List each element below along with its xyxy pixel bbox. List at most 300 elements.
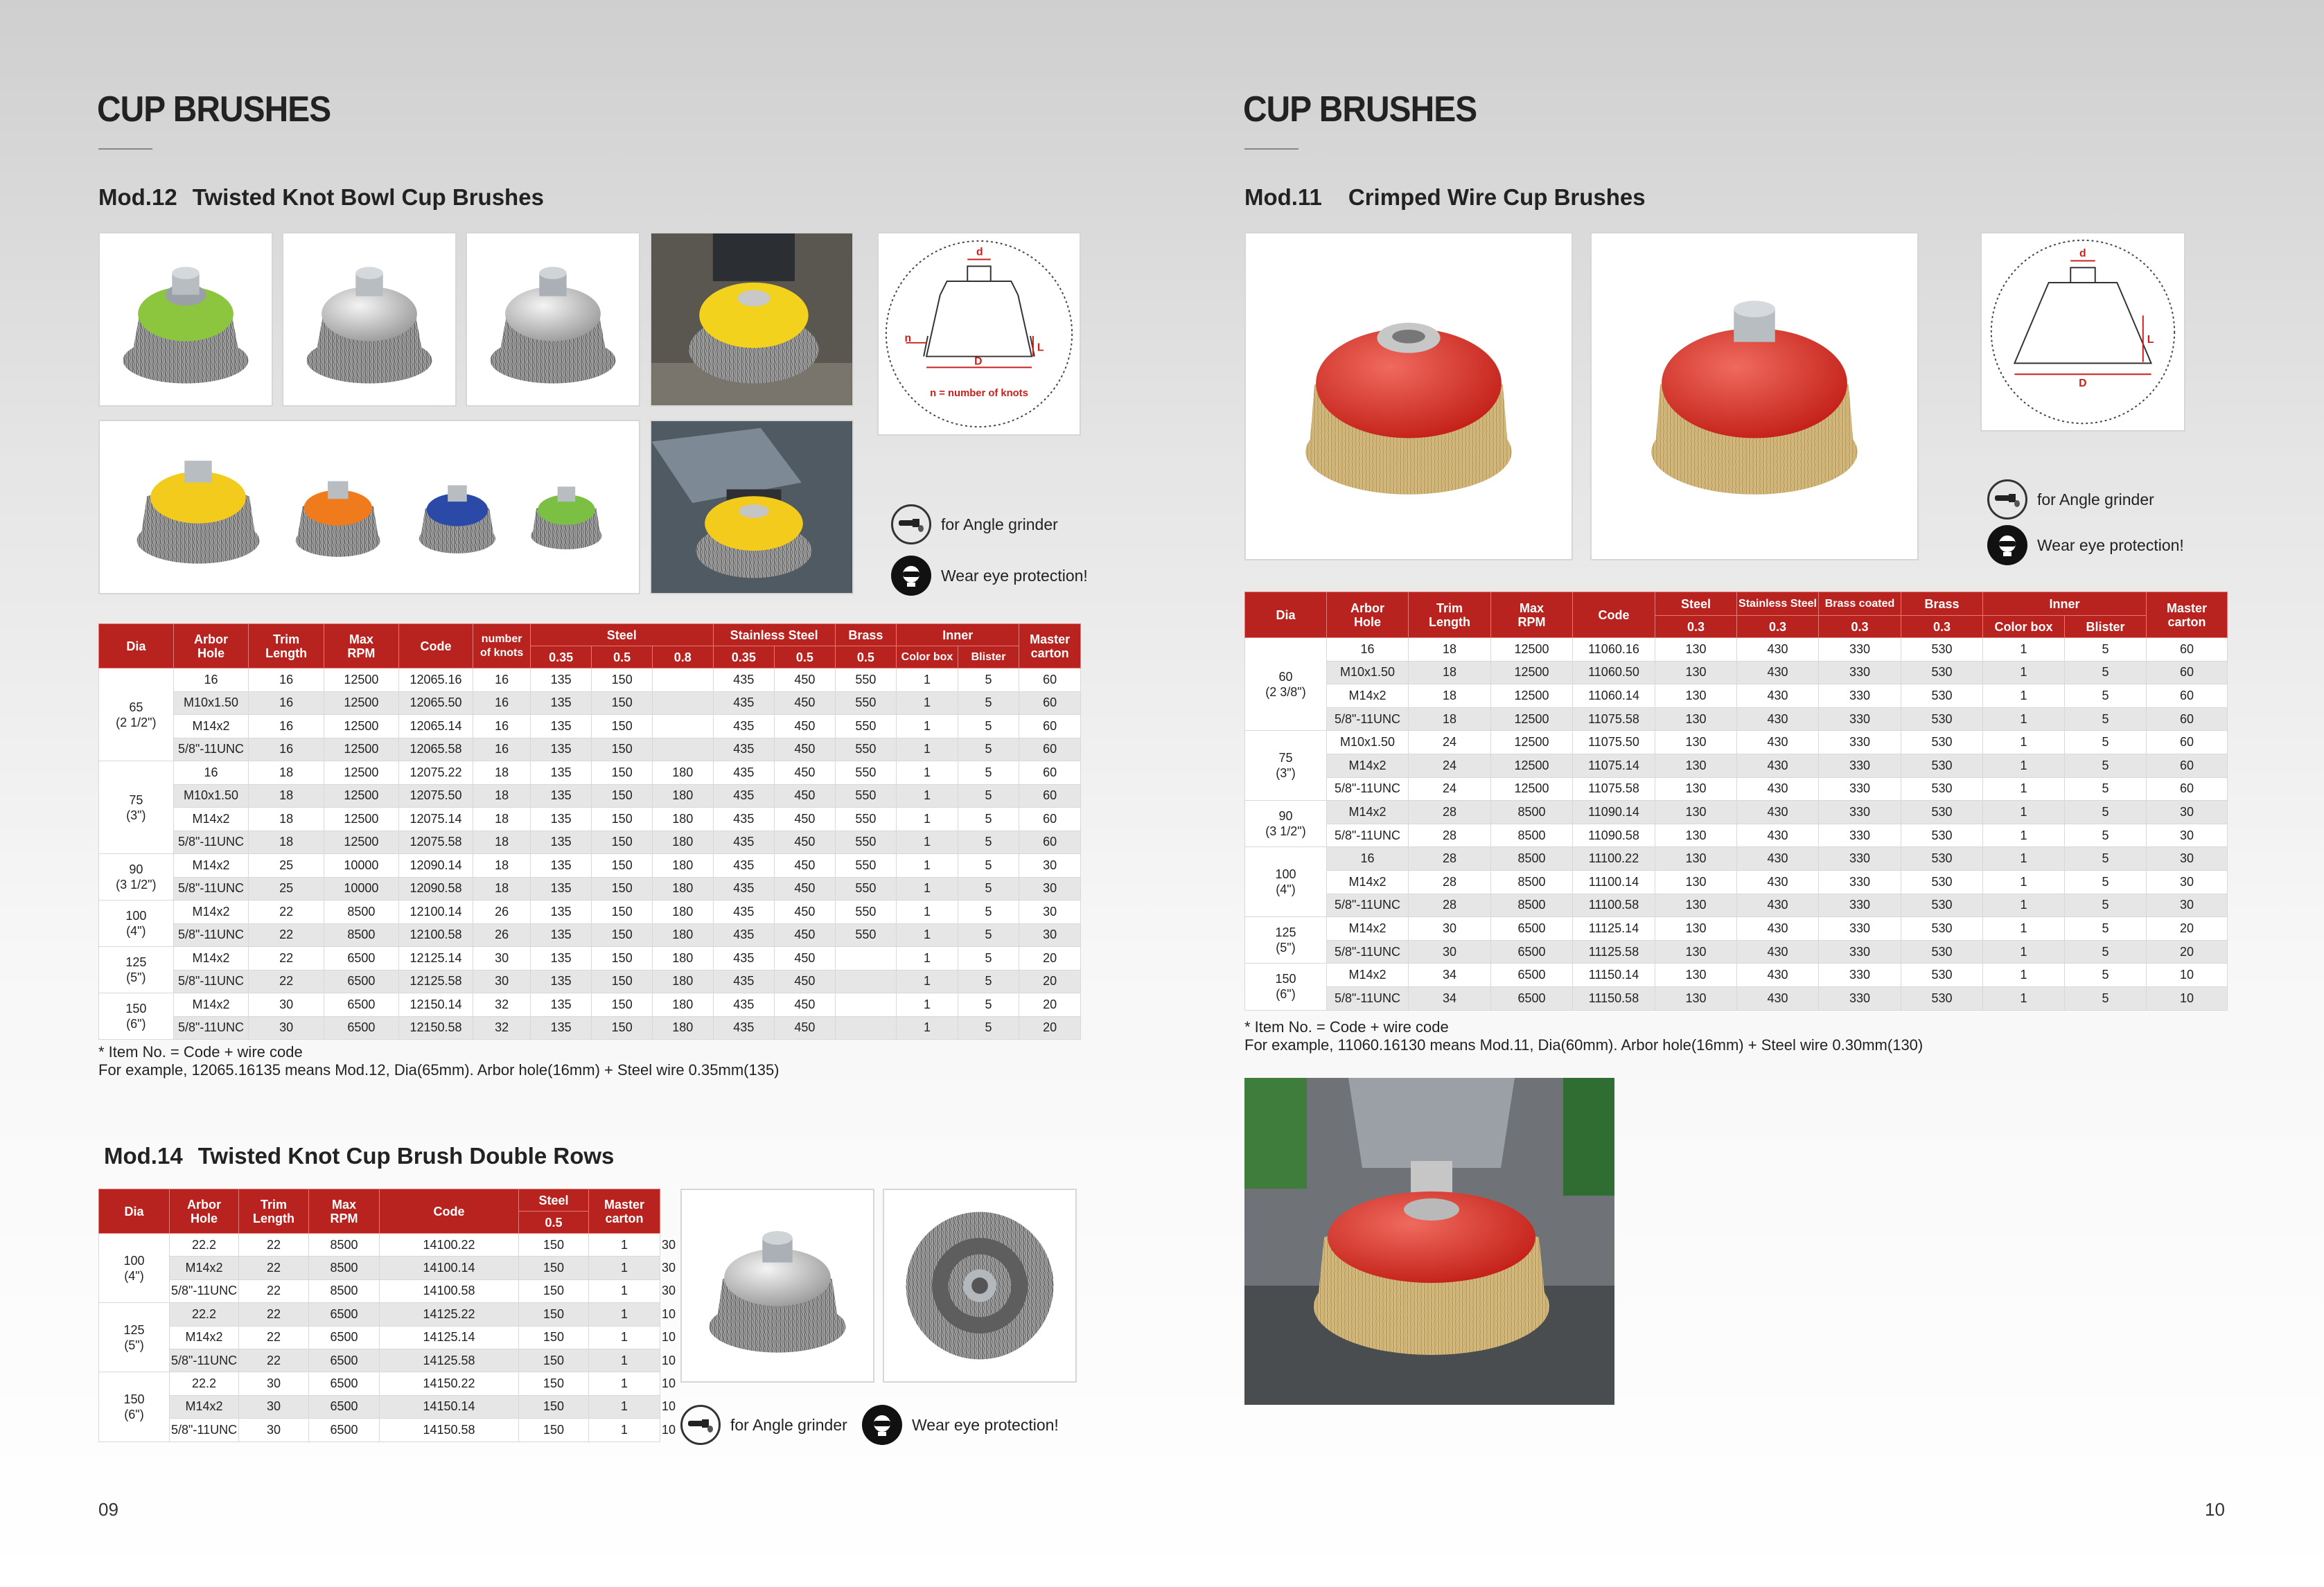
table-row: [1245, 847, 2228, 871]
sub-stainless-035: 0.35: [713, 646, 775, 668]
right-page-title: CUP BRUSHES: [1243, 89, 1477, 130]
mod14-eye-protection-note: [862, 1405, 1059, 1445]
table-row: M14x2 22 8500 14100.14 150 1 30: [99, 1257, 660, 1279]
table-row: [99, 947, 1081, 970]
table-cell: M10x1.50: [1327, 661, 1409, 684]
table-cell: 5/8"-11UNC: [1327, 940, 1409, 964]
table-cell: 26: [473, 923, 531, 947]
table-cell: M14x2: [173, 901, 249, 924]
table-cell: 22: [239, 1349, 309, 1372]
eye-protection-icon: [862, 1405, 902, 1445]
right-page-number: 10: [2205, 1499, 2225, 1520]
table-row: [1245, 777, 2228, 801]
table-cell: 5/8"-11UNC: [170, 1279, 239, 1302]
sub-steel-05: 0.5: [519, 1212, 589, 1234]
table-cell: 5: [958, 761, 1019, 785]
eye-protection-note: [891, 556, 1088, 596]
table-cell: 16: [173, 761, 249, 785]
col-code: Code: [1573, 592, 1655, 638]
table-cell: 5: [958, 854, 1019, 878]
table-cell: 1: [1983, 707, 2065, 731]
table-cell: 12075.58: [398, 831, 473, 854]
table-cell: 8500: [309, 1234, 380, 1257]
table-cell: 60: [1019, 808, 1081, 831]
table-cell: 330: [1819, 847, 1901, 871]
table-cell: 8500: [1491, 847, 1573, 871]
table-cell: [835, 947, 897, 970]
table-cell: M14x2: [1327, 964, 1409, 987]
table-cell: 330: [1819, 661, 1901, 684]
table-cell: 135: [530, 761, 592, 785]
table-cell: 5: [2065, 731, 2147, 754]
table-cell: 550: [835, 761, 897, 785]
table-cell: 16: [473, 738, 531, 761]
table-cell: 5/8"-11UNC: [1327, 824, 1409, 847]
table-cell: 5: [2065, 824, 2147, 847]
table-cell: 450: [775, 784, 836, 808]
table-cell: 430: [1737, 661, 1819, 684]
table-cell: 11060.16: [1573, 638, 1655, 662]
table-cell: 550: [835, 691, 897, 715]
sub-stainless-03: 0.3: [1737, 616, 1819, 638]
table-cell: 550: [835, 808, 897, 831]
table-cell: 16: [249, 691, 324, 715]
table-cell: 12500: [324, 715, 399, 738]
mod14-spec-table: [98, 1189, 676, 1442]
table-cell: 1: [589, 1349, 660, 1372]
table-cell: 1: [1983, 731, 2065, 754]
mod12-spec-table: [98, 623, 1081, 1040]
table-cell: 1: [1983, 940, 2065, 964]
table-cell: 30: [1409, 940, 1491, 964]
mod11-note-2: For example, 11060.16130 means Mod.11, Dia(60mm). Arbor hole(16mm) + Steel wire 0.30mm(130): [1244, 1036, 1924, 1054]
table-cell: 180: [652, 993, 713, 1017]
table-cell: 1: [1983, 777, 2065, 801]
eye-protection-icon: [1987, 525, 2027, 565]
table-cell: 450: [775, 993, 836, 1017]
table-cell: 22.2: [170, 1372, 239, 1395]
sub-steel-05: 0.5: [592, 646, 653, 668]
table-cell: 435: [713, 1016, 775, 1040]
table-cell: 135: [530, 947, 592, 970]
table-cell: 135: [530, 808, 592, 831]
table-cell: 12065.58: [398, 738, 473, 761]
table-cell: M14x2: [173, 947, 249, 970]
table-cell: 11100.58: [1573, 894, 1655, 917]
table-cell: 28: [1409, 824, 1491, 847]
eye-protection-label: Wear eye protection!: [912, 1415, 1059, 1434]
table-cell: 150: [592, 1016, 653, 1040]
table-cell: 5: [2065, 870, 2147, 894]
table-cell: 18: [1409, 661, 1491, 684]
table-cell: 60: [2147, 707, 2228, 731]
table-cell: 60: [2147, 638, 2228, 662]
table-cell: 530: [1901, 870, 1983, 894]
table-cell: 12500: [1491, 638, 1573, 662]
table-cell: 60: [1019, 784, 1081, 808]
table-cell: 430: [1737, 731, 1819, 754]
table-row: [1245, 731, 2228, 754]
table-cell: 6500: [309, 1419, 380, 1442]
table-cell: 8500: [1491, 824, 1573, 847]
table-cell: 30: [1019, 854, 1081, 878]
table-cell: 20: [1019, 970, 1081, 993]
table-cell: 14150.14: [380, 1395, 519, 1418]
table-cell: 28: [1409, 870, 1491, 894]
product-photo-grinder-in-use: [650, 420, 854, 594]
sub-stainless-05: 0.5: [775, 646, 836, 668]
sub-color-box: Color box: [1983, 616, 2065, 638]
table-cell: 12150.58: [398, 1016, 473, 1040]
mod12-note-1: * Item No. = Code + wire code: [98, 1043, 303, 1061]
table-cell: 11150.58: [1573, 986, 1655, 1010]
table-cell: 6500: [309, 1372, 380, 1395]
table-cell: 430: [1737, 917, 1819, 941]
table-cell: 5/8"-11UNC: [173, 1016, 249, 1040]
table-cell: M14x2: [1327, 684, 1409, 708]
table-cell: 435: [713, 761, 775, 785]
mod12-note-2: For example, 12065.16135 means Mod.12, Dia(65mm). Arbor hole(16mm) + Steel wire 0.35mm(135): [98, 1061, 780, 1079]
table-cell: 150: [592, 923, 653, 947]
table-cell: 11125.14: [1573, 917, 1655, 941]
col-steel: Steel: [519, 1189, 589, 1212]
table-cell: 5: [958, 784, 1019, 808]
table-cell: 430: [1737, 986, 1819, 1010]
table-cell: 25: [249, 877, 324, 901]
table-cell: 530: [1901, 731, 1983, 754]
table-cell: 150: [592, 784, 653, 808]
table-cell: 30: [239, 1372, 309, 1395]
table-cell: 130: [1655, 661, 1737, 684]
table-cell: 180: [652, 923, 713, 947]
sub-steel-03: 0.3: [1655, 616, 1737, 638]
table-cell: 150: [592, 993, 653, 1017]
table-cell: 1: [589, 1326, 660, 1349]
table-cell: 135: [530, 831, 592, 854]
mod14-number: Mod.14: [104, 1143, 183, 1169]
product-photo-green-brush: [98, 232, 273, 407]
table-cell: 30: [473, 970, 531, 993]
table-cell: 60: [1019, 831, 1081, 854]
table-cell: 8500: [1491, 894, 1573, 917]
table-cell: 330: [1819, 684, 1901, 708]
mod11-number: Mod.11: [1244, 184, 1322, 210]
col-code: Code: [380, 1189, 519, 1234]
table-cell: 430: [1737, 801, 1819, 824]
table-cell: 1: [1983, 870, 2065, 894]
table-cell: M14x2: [170, 1395, 239, 1418]
table-cell: 12100.58: [398, 923, 473, 947]
eye-protection-label: Wear eye protection!: [941, 566, 1088, 585]
table-cell: M14x2: [173, 808, 249, 831]
table-cell: 5: [2065, 964, 2147, 987]
col-steel: Steel: [530, 624, 713, 646]
table-cell: 60: [2147, 777, 2228, 801]
dia-cell: 150 (6"): [99, 993, 174, 1040]
table-cell: 130: [1655, 801, 1737, 824]
mod14-table-body: [99, 1234, 676, 1442]
table-cell: 450: [775, 761, 836, 785]
table-cell: M14x2: [173, 854, 249, 878]
table-cell: 130: [1655, 707, 1737, 731]
table-cell: 60: [1019, 668, 1081, 692]
mod12-dimension-diagram: [877, 232, 1081, 436]
table-cell: 1: [1983, 754, 2065, 777]
table-cell: 135: [530, 877, 592, 901]
table-row: 5/8"-11UNC 30 6500 14150.58 150 1 10: [99, 1419, 660, 1442]
table-cell: 450: [775, 947, 836, 970]
table-cell: 12075.14: [398, 808, 473, 831]
table-cell: 1: [897, 901, 958, 924]
sub-brass-03: 0.3: [1901, 616, 1983, 638]
table-cell: 330: [1819, 777, 1901, 801]
diagram-D-label: D: [2079, 377, 2087, 389]
table-cell: 18: [473, 877, 531, 901]
table-row: [99, 784, 1081, 808]
table-cell: 450: [775, 854, 836, 878]
table-cell: 30: [249, 1016, 324, 1040]
table-cell: 6500: [309, 1349, 380, 1372]
table-cell: 450: [775, 901, 836, 924]
table-cell: 435: [713, 947, 775, 970]
table-cell: 5: [958, 970, 1019, 993]
table-cell: 30: [239, 1419, 309, 1442]
table-cell: 60: [1019, 691, 1081, 715]
table-cell: 30: [1019, 877, 1081, 901]
dia-cell: 125 (5"): [1245, 917, 1327, 964]
table-cell: 5: [958, 691, 1019, 715]
table-cell: 530: [1901, 940, 1983, 964]
table-cell: 530: [1901, 917, 1983, 941]
table-cell: 5: [2065, 777, 2147, 801]
product-photo-color-range: [98, 420, 640, 594]
table-cell: 150: [592, 970, 653, 993]
table-cell: 32: [473, 993, 531, 1017]
table-cell: 12500: [324, 691, 399, 715]
table-cell: 16: [473, 691, 531, 715]
table-row: [99, 901, 1081, 924]
table-cell: 22: [249, 923, 324, 947]
diagram-d-label: d: [976, 246, 983, 258]
table-cell: 330: [1819, 940, 1901, 964]
table-cell: 16: [1327, 847, 1409, 871]
table-cell: 430: [1737, 707, 1819, 731]
mod11-eye-protection-note: [1987, 525, 2184, 565]
table-cell: 12065.16: [398, 668, 473, 692]
table-cell: 30: [1019, 923, 1081, 947]
table-cell: 12075.22: [398, 761, 473, 785]
table-cell: 150: [519, 1234, 589, 1257]
table-cell: 1: [897, 877, 958, 901]
table-cell: 20: [2147, 940, 2228, 964]
dia-cell: 150 (6"): [1245, 964, 1327, 1010]
table-cell: 22.2: [170, 1234, 239, 1257]
col-brass-coated: Brass coated: [1819, 592, 1901, 616]
table-row: 100 (4") 22.2 22 8500 14100.22 150 1 30: [99, 1234, 660, 1257]
table-cell: 135: [530, 784, 592, 808]
table-cell: 34: [1409, 964, 1491, 987]
table-cell: 150: [519, 1279, 589, 1302]
table-cell: 22: [239, 1257, 309, 1279]
table-cell: 330: [1819, 870, 1901, 894]
table-cell: 5: [958, 831, 1019, 854]
dia-cell: 125 (5"): [99, 1303, 170, 1372]
col-dia: Dia: [1245, 592, 1327, 638]
table-cell: 30: [473, 947, 531, 970]
table-cell: 8500: [309, 1279, 380, 1302]
table-cell: 435: [713, 668, 775, 692]
table-cell: M10x1.50: [1327, 731, 1409, 754]
table-cell: 150: [519, 1257, 589, 1279]
col-master-carton: Master carton: [1019, 624, 1081, 668]
table-cell: 5/8"-11UNC: [173, 970, 249, 993]
table-cell: 1: [897, 831, 958, 854]
table-cell: 34: [1409, 986, 1491, 1010]
table-cell: 1: [589, 1257, 660, 1279]
col-inner: Inner: [897, 624, 1019, 646]
mod12-number: Mod.12: [98, 184, 177, 210]
table-cell: 1: [897, 691, 958, 715]
dia-cell: 150 (6"): [99, 1372, 170, 1442]
table-cell: 550: [835, 831, 897, 854]
table-row: [99, 877, 1081, 901]
table-cell: 530: [1901, 847, 1983, 871]
table-cell: 1: [897, 970, 958, 993]
table-cell: 5/8"-11UNC: [173, 877, 249, 901]
table-cell: 22: [239, 1279, 309, 1302]
table-cell: 12075.50: [398, 784, 473, 808]
table-cell: 12500: [324, 761, 399, 785]
col-dia: Dia: [99, 624, 174, 668]
table-row: [99, 808, 1081, 831]
table-cell: 150: [592, 715, 653, 738]
table-cell: 12500: [1491, 754, 1573, 777]
table-cell: 1: [897, 761, 958, 785]
table-cell: 530: [1901, 894, 1983, 917]
table-cell: 22: [249, 901, 324, 924]
table-cell: 60: [2147, 754, 2228, 777]
table-cell: 6500: [309, 1303, 380, 1326]
table-cell: 430: [1737, 847, 1819, 871]
table-cell: 12065.14: [398, 715, 473, 738]
table-cell: 14100.14: [380, 1257, 519, 1279]
diagram-D-label: D: [974, 355, 983, 368]
table-cell: 8500: [1491, 801, 1573, 824]
table-cell: 450: [775, 668, 836, 692]
table-cell: 150: [592, 808, 653, 831]
col-arbor-hole: Arbor Hole: [170, 1189, 239, 1234]
table-cell: 435: [713, 715, 775, 738]
table-cell: 330: [1819, 731, 1901, 754]
table-cell: 24: [1409, 731, 1491, 754]
table-cell: 150: [592, 877, 653, 901]
table-cell: 5: [2065, 707, 2147, 731]
table-cell: 180: [652, 761, 713, 785]
table-cell: 22: [239, 1303, 309, 1326]
table-cell: 14150.58: [380, 1419, 519, 1442]
table-row: [1245, 917, 2228, 941]
table-cell: 435: [713, 901, 775, 924]
table-row: [99, 993, 1081, 1017]
table-cell: 430: [1737, 824, 1819, 847]
table-cell: 135: [530, 1016, 592, 1040]
mod12-heading: [98, 184, 544, 211]
table-cell: 1: [1983, 801, 2065, 824]
col-max-rpm: Max RPM: [1491, 592, 1573, 638]
table-cell: 450: [775, 691, 836, 715]
table-cell: 18: [1409, 684, 1491, 708]
table-cell: 12090.14: [398, 854, 473, 878]
table-cell: 28: [1409, 801, 1491, 824]
table-cell: 5: [958, 738, 1019, 761]
table-cell: 6500: [1491, 986, 1573, 1010]
table-cell: 450: [775, 808, 836, 831]
table-cell: 1: [897, 993, 958, 1017]
table-row: [1245, 940, 2228, 964]
dia-cell: 90 (3 1/2"): [99, 854, 174, 901]
col-master-carton: Master carton: [2147, 592, 2228, 638]
table-row: [99, 854, 1081, 878]
table-row: [99, 668, 1081, 692]
table-cell: 130: [1655, 754, 1737, 777]
dia-cell: 100 (4"): [1245, 847, 1327, 917]
table-row: [99, 715, 1081, 738]
table-cell: 6500: [324, 947, 399, 970]
table-cell: 150: [592, 738, 653, 761]
sub-brass-05: 0.5: [835, 646, 897, 668]
table-cell: 1: [1983, 894, 2065, 917]
table-cell: 18: [473, 761, 531, 785]
table-cell: 150: [592, 761, 653, 785]
table-cell: 30: [2147, 824, 2228, 847]
table-cell: 130: [1655, 964, 1737, 987]
table-cell: 5: [958, 901, 1019, 924]
dia-cell: 65 (2 1/2"): [99, 668, 174, 761]
mod14-name: Twisted Knot Cup Brush Double Rows: [197, 1143, 615, 1169]
table-cell: 5/8"-11UNC: [170, 1419, 239, 1442]
table-cell: 135: [530, 691, 592, 715]
table-cell: 11075.50: [1573, 731, 1655, 754]
table-cell: 130: [1655, 940, 1737, 964]
col-dia: Dia: [99, 1189, 170, 1234]
table-cell: 435: [713, 877, 775, 901]
table-cell: 10000: [324, 877, 399, 901]
table-cell: 430: [1737, 777, 1819, 801]
table-cell: 14150.22: [380, 1372, 519, 1395]
table-row: [99, 691, 1081, 715]
table-cell: 20: [1019, 993, 1081, 1017]
table-cell: 11100.14: [1573, 870, 1655, 894]
table-cell: 12090.58: [398, 877, 473, 901]
diagram-L-label: L: [2147, 333, 2154, 346]
table-cell: 16: [473, 715, 531, 738]
table-cell: 18: [1409, 638, 1491, 662]
table-cell: 150: [519, 1303, 589, 1326]
table-row: 5/8"-11UNC 22 8500 14100.58 150 1 30: [99, 1279, 660, 1302]
table-cell: 135: [530, 993, 592, 1017]
table-row: [1245, 824, 2228, 847]
table-cell: M10x1.50: [173, 691, 249, 715]
table-cell: 30: [2147, 894, 2228, 917]
table-cell: 60: [2147, 661, 2228, 684]
dia-cell: 100 (4"): [99, 901, 174, 947]
table-cell: 330: [1819, 638, 1901, 662]
sub-color-box: Color box: [897, 646, 958, 668]
table-row: M14x2 22 6500 14125.14 150 1 10: [99, 1326, 660, 1349]
table-cell: 18: [473, 808, 531, 831]
table-cell: 435: [713, 691, 775, 715]
table-cell: 130: [1655, 824, 1737, 847]
